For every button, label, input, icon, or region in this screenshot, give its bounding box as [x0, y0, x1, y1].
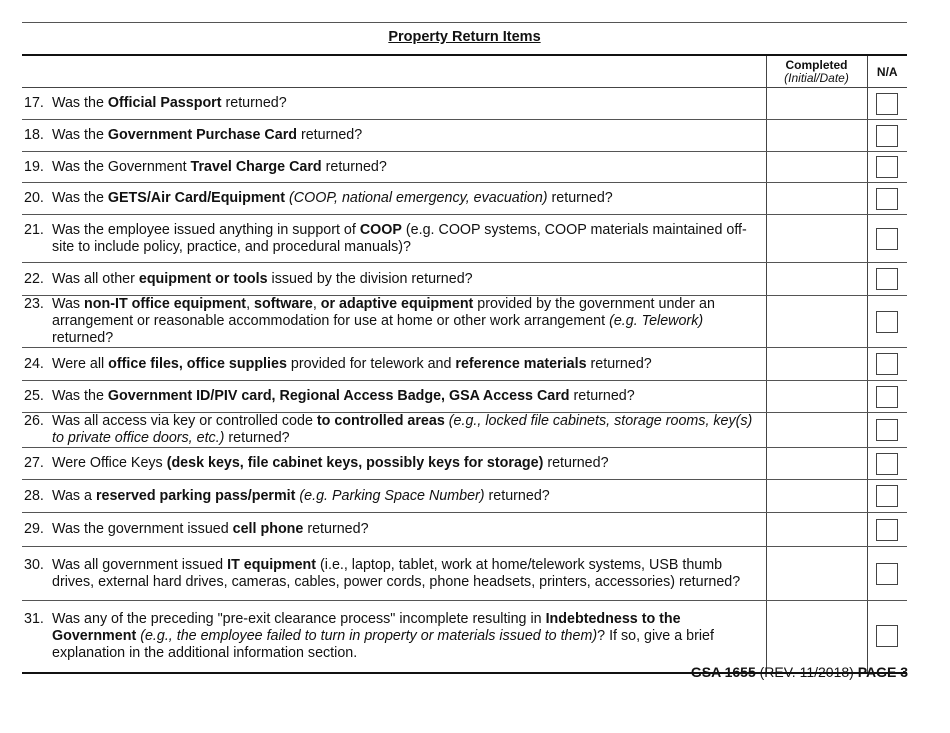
question-cell: [22, 480, 766, 513]
question-text-segment: returned?: [547, 190, 613, 206]
question-cell: [22, 381, 766, 413]
question-number: 28.: [24, 487, 44, 504]
table-row: [22, 413, 907, 448]
na-checkbox[interactable]: [876, 453, 898, 475]
question-text: [52, 296, 766, 347]
question-number: 23.: [24, 296, 44, 312]
na-cell: [867, 183, 907, 215]
question-text-segment: returned?: [484, 487, 550, 504]
page-number: PAGE 3: [857, 664, 908, 680]
table-row: [22, 215, 907, 263]
completed-cell[interactable]: [766, 88, 867, 120]
na-cell: [867, 296, 907, 348]
question-text-segment: returned?: [52, 330, 114, 346]
table-row: [22, 263, 907, 296]
table-row: [22, 513, 907, 547]
question-text-segment: Official Passport: [107, 95, 222, 111]
table-row: [22, 152, 907, 183]
na-cell: [867, 448, 907, 480]
question-text-segment: Was the Government: [52, 158, 191, 175]
completed-cell[interactable]: [766, 381, 867, 413]
question-text-segment: provided by the government under an arrangement or reasonable accommodation for use at home or other work arrangement: [52, 296, 715, 329]
question-text-segment: Was all other: [52, 270, 139, 287]
question-text-segment: ,: [312, 296, 321, 312]
question-text-segment: Government Purchase Card: [107, 127, 297, 143]
completed-cell[interactable]: [766, 215, 867, 263]
question-number: 27.: [24, 455, 44, 471]
na-cell: [867, 152, 907, 183]
completed-cell[interactable]: [766, 547, 867, 601]
na-checkbox[interactable]: [876, 519, 898, 541]
form-revision: (REV. 11/2018): [759, 664, 854, 680]
question-text: [52, 557, 766, 591]
question-text: [52, 413, 766, 447]
question-text-segment: COOP: [359, 221, 402, 238]
table-row: [22, 183, 907, 215]
completed-cell[interactable]: [766, 348, 867, 381]
question-cell: [22, 348, 766, 381]
question-text: [52, 521, 766, 538]
table-row: [22, 348, 907, 381]
question-text: [52, 388, 766, 405]
question-text-segment: (e.g. Telework): [609, 313, 704, 329]
question-cell: [22, 152, 766, 183]
question-text-segment: IT equipment: [227, 556, 317, 573]
question-text-segment: Were Office Keys: [52, 455, 167, 471]
question-text: [52, 271, 766, 288]
question-text-segment: returned?: [297, 127, 363, 143]
question-column-header: [22, 56, 766, 88]
question-number: 17.: [24, 95, 44, 111]
question-cell: [22, 448, 766, 480]
question-number: 24.: [24, 355, 44, 372]
table-row: [22, 296, 907, 348]
question-text-segment: (i.e., laptop, tablet, work at home/telework systems, USB thumb drives, external hard drives, cameras, cables, power cords, phone headsets, printers, accessories) returned?: [52, 556, 741, 590]
question-text-segment: cell phone: [232, 521, 304, 537]
na-cell: [867, 413, 907, 448]
question-cell: [22, 183, 766, 215]
na-checkbox[interactable]: [876, 311, 898, 333]
question-text-segment: Was the: [52, 388, 108, 404]
question-text-segment: returned?: [221, 95, 287, 111]
question-text: [52, 127, 766, 144]
question-number: 21.: [24, 221, 44, 238]
question-number: 20.: [24, 190, 44, 206]
na-checkbox[interactable]: [876, 386, 898, 408]
question-text-segment: Was the: [52, 95, 108, 111]
question-cell: [22, 547, 766, 601]
na-checkbox[interactable]: [876, 188, 898, 210]
question-cell: [22, 120, 766, 152]
question-text-segment: to controlled areas: [316, 413, 445, 429]
question-number: 22.: [24, 270, 44, 287]
question-text-segment: Was: [52, 296, 85, 312]
question-text-segment: (COOP, national emergency, evacuation): [289, 190, 548, 206]
question-text-segment: Was the government issued: [52, 521, 233, 537]
question-rows: [22, 88, 907, 673]
question-cell: [22, 413, 766, 448]
question-text-segment: returned?: [224, 430, 290, 446]
na-cell: [867, 601, 907, 673]
completed-cell[interactable]: [766, 513, 867, 547]
question-text-segment: returned?: [569, 388, 635, 404]
table-row: [22, 448, 907, 480]
na-checkbox[interactable]: [876, 563, 898, 585]
question-cell: [22, 601, 766, 673]
na-checkbox[interactable]: [876, 353, 898, 375]
question-text: [52, 95, 766, 112]
property-return-section: [22, 22, 907, 674]
question-text-segment: (desk keys, file cabinet keys, possibly keys for storage): [166, 455, 544, 471]
completed-cell[interactable]: [766, 263, 867, 296]
question-text-segment: Was the: [52, 127, 108, 143]
na-cell: [867, 547, 907, 601]
question-text-segment: Were all: [52, 355, 109, 372]
na-column-header: N/A: [867, 56, 907, 88]
completed-cell[interactable]: [766, 601, 867, 673]
na-checkbox[interactable]: [876, 125, 898, 147]
question-number: 31.: [24, 610, 44, 627]
question-text-segment: (e.g., locked file cabinets, storage rooms, key(s) to private office doors, etc.): [52, 413, 753, 446]
question-text: [52, 222, 766, 256]
completed-cell[interactable]: [766, 480, 867, 513]
question-cell: [22, 88, 766, 120]
question-text-segment: Was all government issued: [52, 556, 228, 573]
question-number: 18.: [24, 127, 44, 143]
completed-cell[interactable]: [766, 296, 867, 348]
question-text-segment: returned?: [303, 521, 369, 537]
question-text-segment: returned?: [586, 355, 652, 372]
question-cell: [22, 296, 766, 348]
table-header-row: [22, 56, 907, 88]
na-cell: [867, 513, 907, 547]
title-bar: [22, 22, 907, 56]
question-text: [52, 159, 766, 176]
question-text-segment: GETS/Air Card/Equipment: [107, 190, 286, 206]
question-text-segment: (e.g. Parking Space Number): [299, 487, 485, 504]
question-text-segment: provided for telework and: [286, 355, 456, 372]
question-number: 29.: [24, 521, 44, 537]
question-text: [52, 356, 766, 373]
question-text: [52, 611, 766, 662]
question-text-segment: Travel Charge Card: [190, 158, 322, 175]
question-text-segment: Was all access via key or controlled code: [52, 413, 317, 429]
form-footer: [691, 664, 908, 680]
question-text-segment: non-IT office equipment: [84, 296, 247, 312]
question-text-segment: reserved parking pass/permit: [95, 487, 296, 504]
question-text-segment: software: [254, 296, 313, 312]
question-text-segment: issued by the division returned?: [267, 270, 473, 287]
question-text-segment: ? If so, give a brief explanation in the additional information section.: [52, 627, 714, 661]
table-row: [22, 88, 907, 120]
question-text: [52, 190, 766, 207]
table-row: [22, 381, 907, 413]
completed-sublabel: (Initial/Date): [784, 70, 849, 85]
question-cell: [22, 215, 766, 263]
na-checkbox[interactable]: [876, 156, 898, 178]
na-checkbox[interactable]: [876, 485, 898, 507]
question-text-segment: (e.g. COOP systems, COOP materials maintained off-site to include policy, practice, and procedural manuals)?: [52, 221, 747, 255]
question-text-segment: Indebtedness to the Government: [52, 610, 681, 644]
table-row: [22, 480, 907, 513]
na-cell: [867, 88, 907, 120]
question-number: 26.: [24, 413, 44, 429]
na-cell: [867, 381, 907, 413]
question-text-segment: returned?: [543, 455, 609, 471]
question-text-segment: Was the: [52, 190, 108, 206]
na-checkbox[interactable]: [876, 228, 898, 250]
na-cell: [867, 120, 907, 152]
question-cell: [22, 513, 766, 547]
table-row: [22, 120, 907, 152]
question-text-segment: (e.g., the employee failed to turn in property or materials issued to them): [140, 627, 598, 644]
question-text-segment: equipment or tools: [138, 270, 268, 287]
question-text-segment: office files, office supplies: [108, 355, 287, 372]
completed-cell[interactable]: [766, 120, 867, 152]
completed-label: Completed: [785, 57, 848, 72]
na-checkbox[interactable]: [876, 268, 898, 290]
table-row: [22, 601, 907, 673]
na-cell: [867, 348, 907, 381]
question-number: 19.: [24, 158, 44, 175]
property-return-table: [22, 56, 907, 674]
completed-cell[interactable]: [766, 413, 867, 448]
completed-column-header: [766, 56, 867, 88]
question-text: [52, 488, 766, 505]
question-cell: [22, 263, 766, 296]
question-text-segment: Government ID/PIV card, Regional Access Badge, GSA Access Card: [107, 388, 570, 404]
completed-cell[interactable]: [766, 183, 867, 215]
question-text-segment: returned?: [321, 158, 387, 175]
question-text-segment: ,: [246, 296, 255, 312]
na-cell: [867, 480, 907, 513]
question-number: 30.: [24, 556, 44, 573]
question-number: 25.: [24, 388, 44, 404]
na-checkbox[interactable]: [876, 625, 898, 647]
completed-cell[interactable]: [766, 448, 867, 480]
question-text-segment: Was the employee issued anything in support of: [52, 221, 360, 238]
form-number: GSA 1655: [690, 664, 756, 680]
question-text-segment: Was a: [52, 487, 96, 504]
completed-cell[interactable]: [766, 152, 867, 183]
na-checkbox[interactable]: [876, 419, 898, 441]
question-text-segment: Was any of the preceding "pre-exit clearance process" incomplete resulting in: [52, 610, 546, 627]
question-text-segment: reference materials: [455, 355, 587, 372]
na-checkbox[interactable]: [876, 93, 898, 115]
question-text-segment: or adaptive equipment: [320, 296, 474, 312]
na-cell: [867, 215, 907, 263]
table-row: [22, 547, 907, 601]
question-text: [52, 455, 766, 472]
section-title: Property Return Items: [388, 29, 541, 45]
na-cell: [867, 263, 907, 296]
